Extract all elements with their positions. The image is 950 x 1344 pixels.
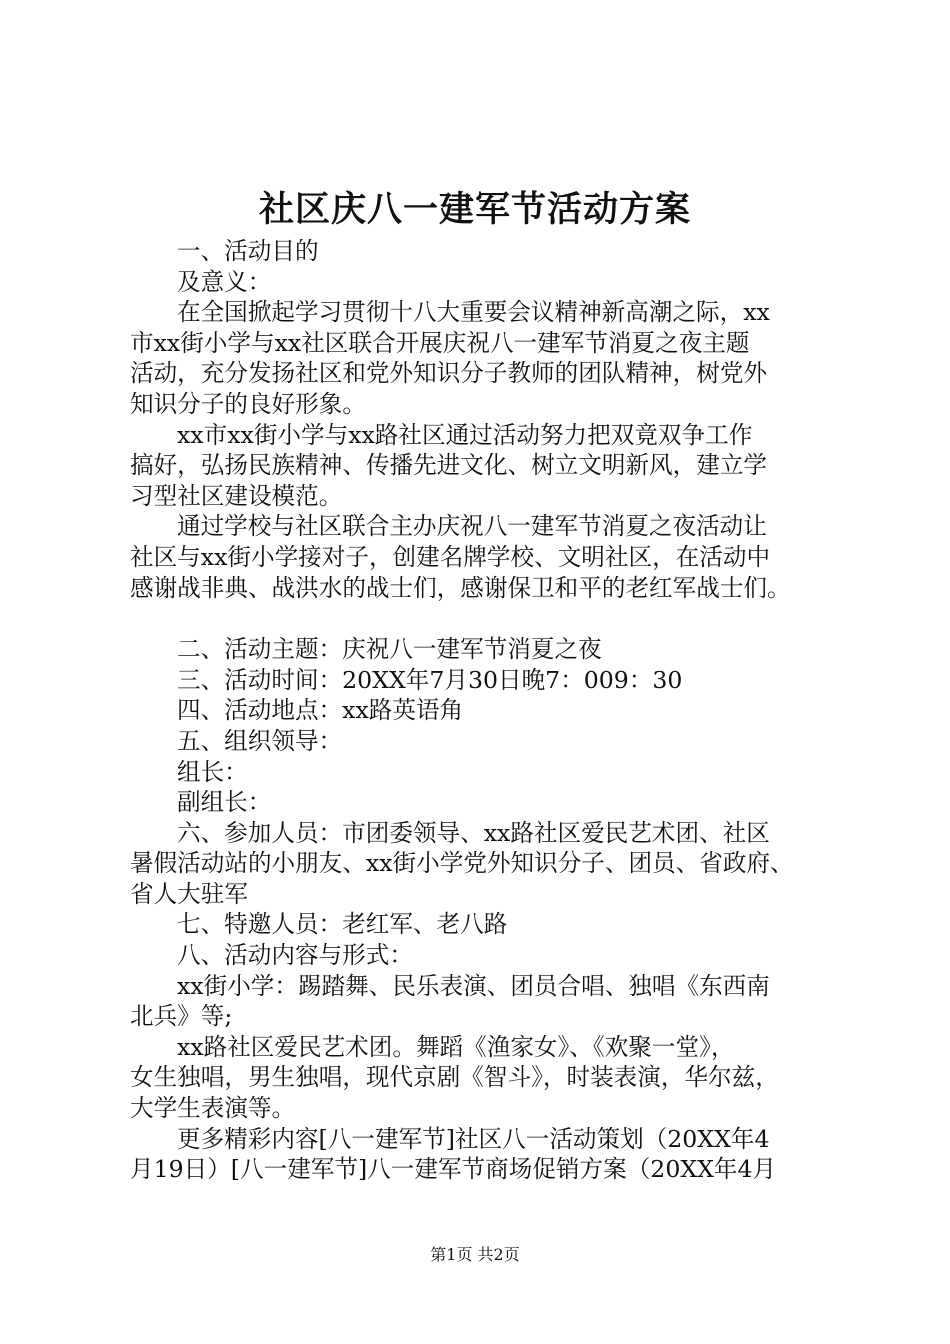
paragraph-line: 月19日）[八一建军节]八一建军节商场促销方案（20XX年4月 <box>130 1155 777 1184</box>
page-footer: 第1页 共2页 <box>430 1245 520 1264</box>
section-heading: 四、活动地点：xx路英语角 <box>177 696 464 725</box>
paragraph-line: 搞好，弘扬民族精神、传播先进文化、树立文明新风，建立学 <box>130 451 768 480</box>
section-heading: 三、活动时间：20XX年7月30日晚7：009：30 <box>177 665 683 694</box>
paragraph-line: 感谢战非典、战洪水的战士们，感谢保卫和平的老红军战士们。 <box>130 573 791 602</box>
paragraph-line: 北兵》等; <box>130 1002 233 1031</box>
paragraph-line: 更多精彩内容[八一建军节]社区八一活动策划（20XX年4 <box>177 1124 770 1153</box>
paragraph-line: xx路社区爱民艺术团。舞蹈《渔家女》、《欢聚一堂》， <box>177 1032 735 1061</box>
paragraph-line: 暑假活动站的小朋友、xx街小学党外知识分子、团员、省政府、 <box>130 849 794 878</box>
paragraph-line: xx街小学：踢踏舞、民乐表演、团员合唱、独唱《东西南 <box>177 971 770 1000</box>
paragraph-line: 通过学校与社区联合主办庆祝八一建军节消夏之夜活动让 <box>177 512 767 541</box>
paragraph-line: 大学生表演等。 <box>130 1094 296 1123</box>
section-heading: 七、特邀人员：老红军、老八路 <box>177 910 508 939</box>
paragraph-line: xx市xx街小学与xx路社区通过活动努力把双竟双争工作 <box>177 420 753 449</box>
paragraph-line: 组长： <box>177 757 248 786</box>
blank-line <box>130 603 850 634</box>
section-heading: 一、活动目的 <box>177 237 319 265</box>
document-body <box>130 236 850 1185</box>
paragraph-line: 省人大驻军 <box>130 879 248 908</box>
section-heading: 五、组织领导： <box>177 726 343 755</box>
section-heading: 二、活动主题：庆祝八一建军节消夏之夜 <box>177 635 602 664</box>
section-heading: 六、参加人员：市团委领导、xx路社区爱民艺术团、社区 <box>177 818 770 847</box>
paragraph-line: 习型社区建设模范。 <box>130 481 343 510</box>
paragraph-line: 知识分子的良好形象。 <box>130 389 366 418</box>
paragraph-line: 社区与xx街小学接对子，创建名牌学校、文明社区，在活动中 <box>130 542 771 571</box>
paragraph-line: 活动，充分发扬社区和党外知识分子教师的团队精神，树党外 <box>130 359 768 388</box>
paragraph-line: 女生独唱，男生独唱，现代京剧《智斗》，时装表演，华尔兹， <box>130 1063 779 1092</box>
paragraph-line: 市xx街小学与xx社区联合开展庆祝八一建军节消夏之夜主题 <box>130 328 750 357</box>
document-title: 社区庆八一建军节活动方案 <box>258 189 691 230</box>
paragraph-line: 副组长： <box>177 788 272 817</box>
paragraph-line: 在全国掀起学习贯彻十八大重要会议精神新高潮之际，xx <box>177 298 770 327</box>
section-heading: 八、活动内容与形式： <box>177 941 413 970</box>
section-heading-continued: 及意义： <box>177 267 272 296</box>
